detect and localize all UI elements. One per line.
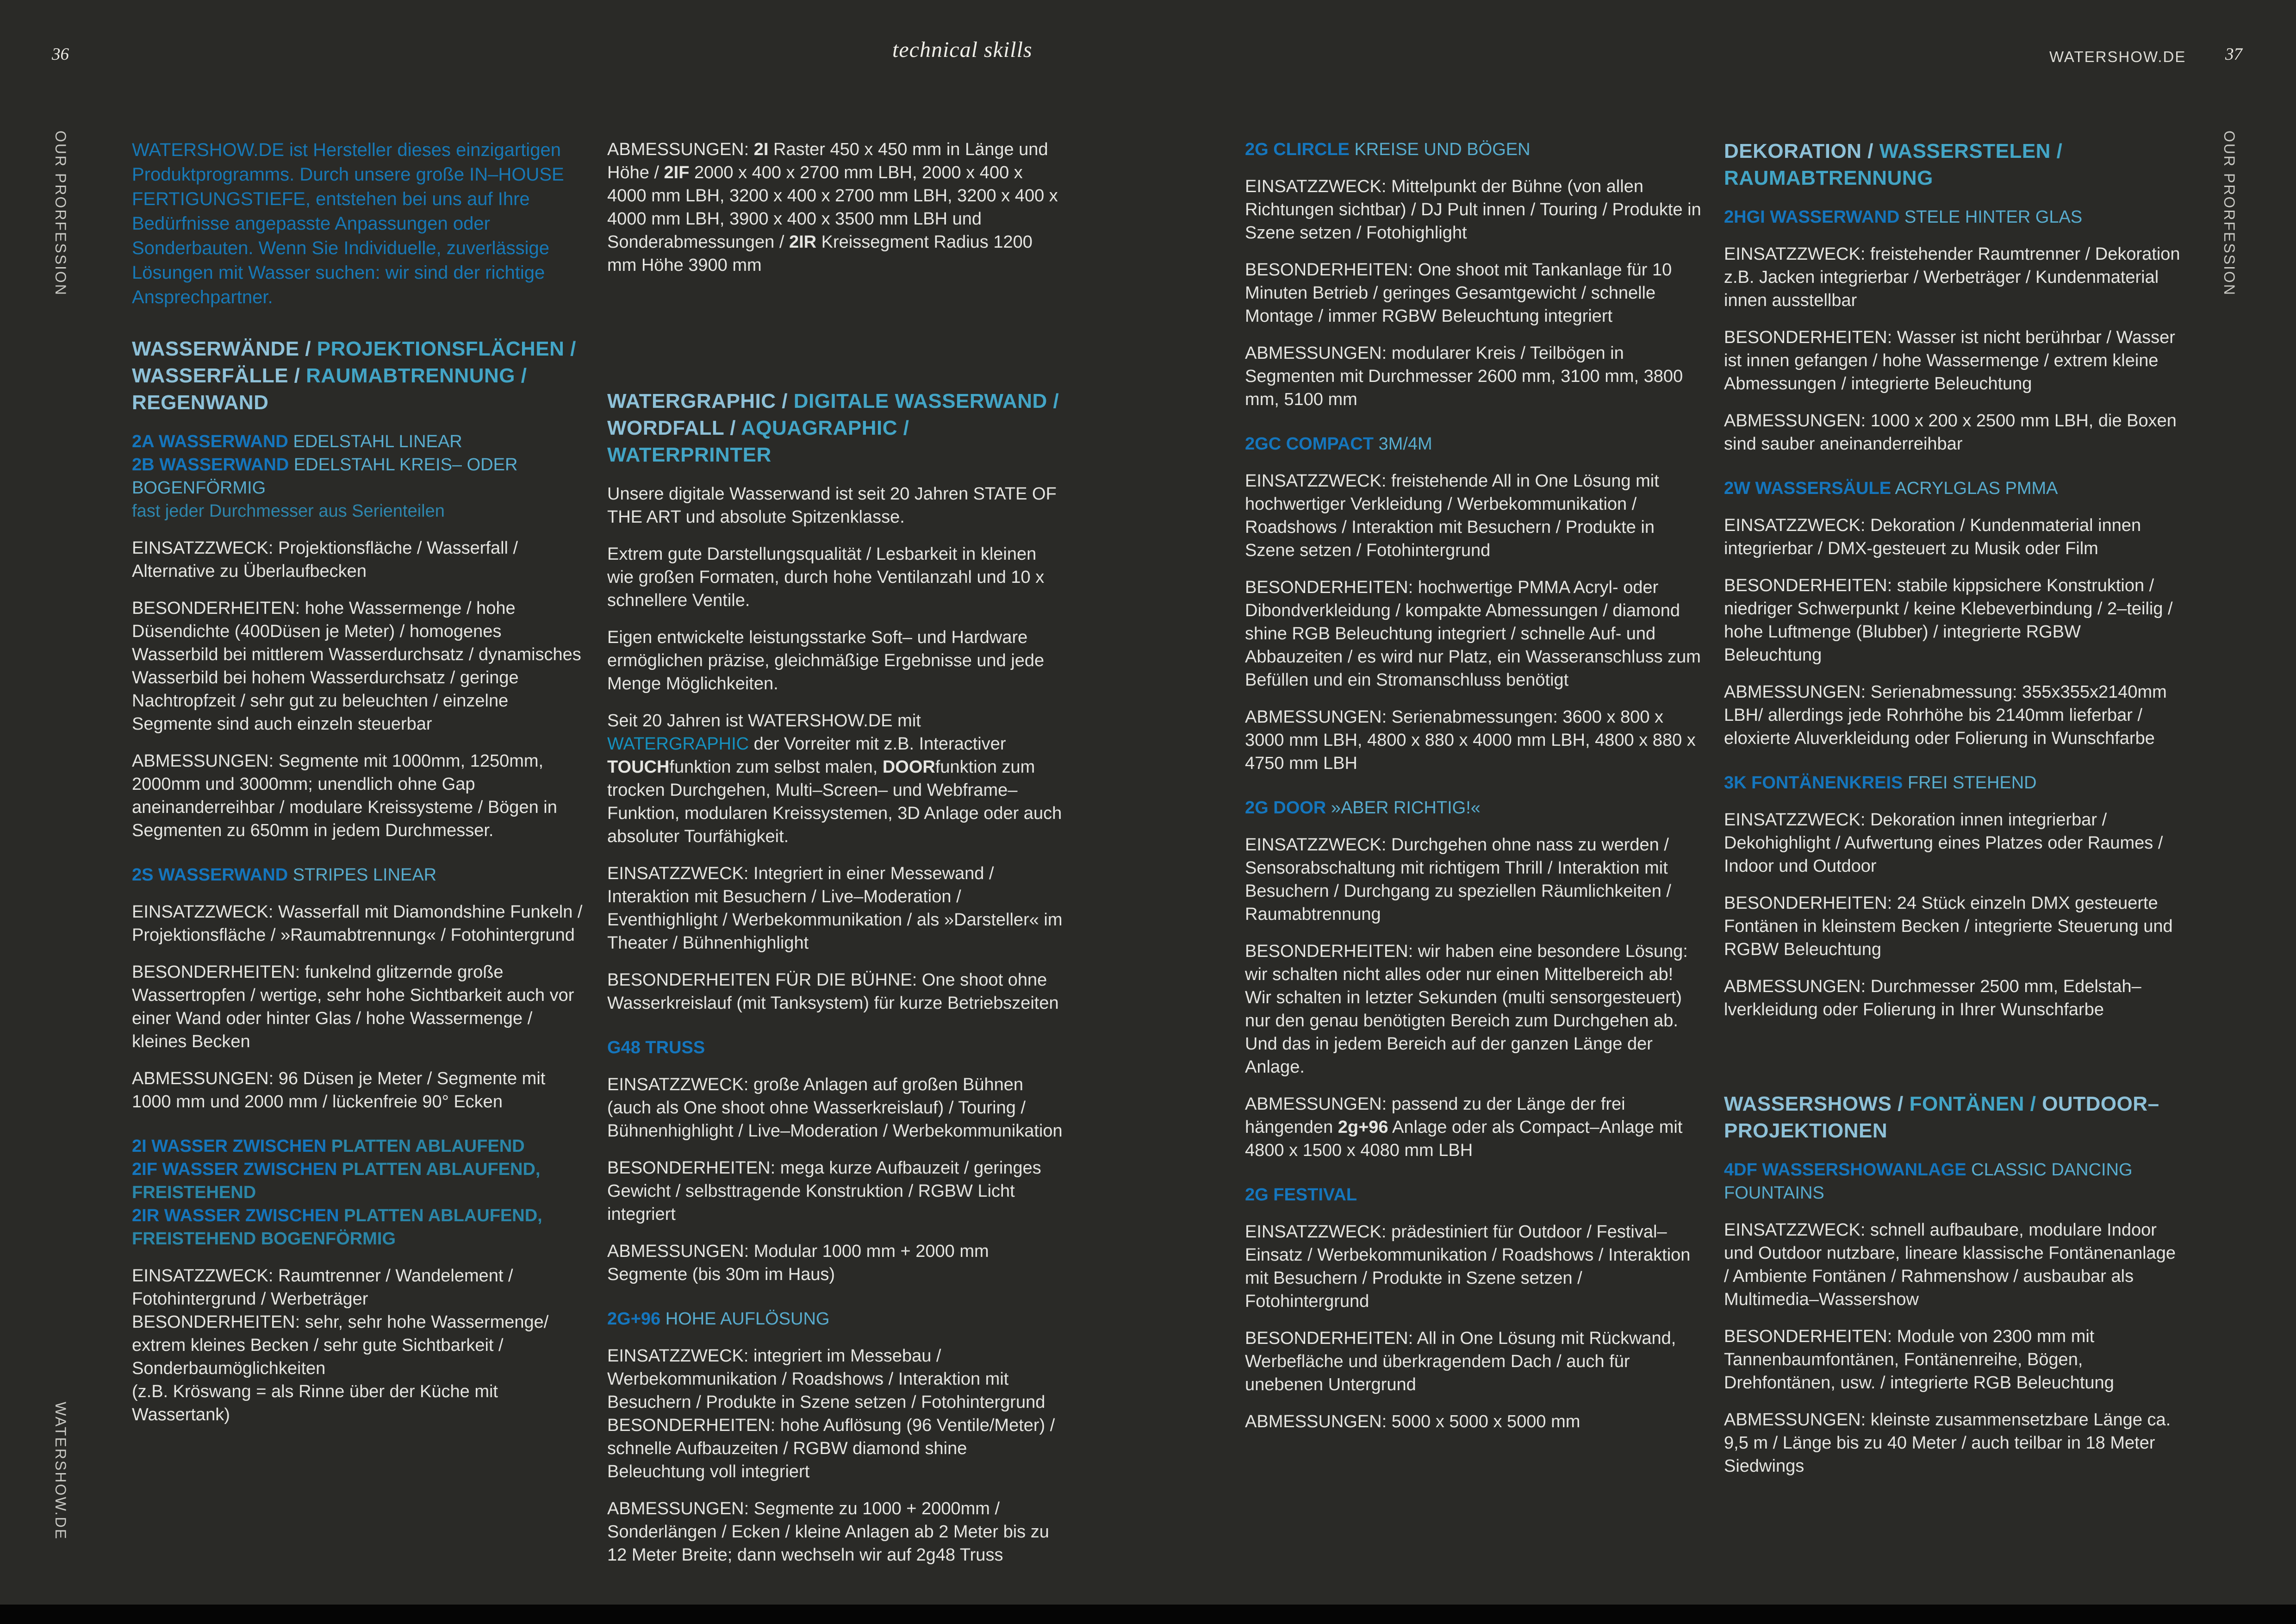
text-segment: 2I WASSER ZWISCHEN <box>132 1137 327 1156</box>
text-segment: EINSATZZWECK: Dekoration / Kundenmaterial innen integrierbar / DMX-gesteuert zu Musik oder Film <box>1724 516 2141 558</box>
text-segment: 2HGI WASSERWAND <box>1724 207 1900 227</box>
text-segment: EINSATZZWECK: freistehende All in One Lösung mit hochwertiger Verkleidung / Werbekommunikation / Roadshows / Interaktion mit Besuchern / Produkte in Szene setzen / Fotohintergrund <box>1245 471 1659 560</box>
text-segment: 2IF WASSER ZWISCHEN <box>132 1160 337 1179</box>
text-segment: EINSATZZWECK: große Anlagen auf großen Bühnen (auch als One shoot ohne Wasserkreislauf) / Touring / Bühnenhighlight / Live–Moderation / Werbekommunikation <box>607 1075 1063 1141</box>
sidebar-label-left-bottom: WATERSHOW.DE <box>52 1402 69 1541</box>
sidebar-label-left-top: OUR PRORFESSION <box>52 131 69 296</box>
paragraph <box>1245 1220 1702 1313</box>
page-title: technical skills <box>892 37 1033 62</box>
text-segment: BESONDERHEITEN: wir haben eine besondere Lösung: wir schalten nicht alles oder nur einen Mittelbereich ab! Wir schalten in letzter Sekunden (multi sensorgesteuert) nur den genau benötigten Bereich zum Durchgehen ab. Und das in jedem Bereich auf der ganzen Länge der Anlage. <box>1245 942 1688 1077</box>
text-segment: 2W WASSERSÄULE <box>1724 479 1892 498</box>
text-segment: EINSATZZWECK: Raumtrenner / Wandelement / Fotohintergrund / Werbeträger <box>132 1266 513 1309</box>
text-segment: BESONDERHEITEN: funkelnd glitzernde große Wassertropfen / wertige, sehr hohe Sichtbarkeit auch vor einer Wand oder hinter Glas / hohe Wassermenge / kleines Becken <box>132 962 574 1051</box>
product-title <box>132 1181 589 1204</box>
page-number-right: 37 <box>2225 45 2242 64</box>
product-title <box>1245 432 1702 456</box>
text-segment: Anlage oder als Compact–Anlage mit 4800 x 1500 x 4080 mm LBH <box>1245 1118 1683 1160</box>
text-segment: fast jeder Durchmesser aus Serienteilen <box>132 501 445 521</box>
text-segment: WASSERSHOWS / <box>1724 1093 1910 1115</box>
paragraph <box>1724 892 2181 961</box>
text-segment: PLATTEN ABLAUFEND <box>326 1137 525 1156</box>
paragraph <box>1245 940 1702 1079</box>
text-segment: BESONDERHEITEN: 24 Stück einzeln DMX gesteuerte Fontänen in kleinstem Becken / integrierte Steuerung und RGBW Beleuchtung <box>1724 893 2173 959</box>
text-segment: EINSATZZWECK: Dekoration innen integrierbar / Dekohighlight / Aufwertung eines Platzes oder Raumes / Indoor und Outdoor <box>1724 810 2163 876</box>
paragraph <box>1724 326 2181 395</box>
paragraph <box>132 750 589 842</box>
text-segment: Extrem gute Darstellungsqualität / Lesbarkeit in kleinen wie großen Formaten, durch hohe Ventilanzahl und 10 x schnellere Ventile. <box>607 544 1045 610</box>
text-segment: ABMESSUNGEN: passend zu der Länge der frei hängenden <box>1245 1094 1625 1137</box>
text-segment: ABMESSUNGEN: kleinste zusammensetzbare Länge ca. 9,5 m / Länge bis zu 40 Meter / auch teilbar in 18 Meter Siedwings <box>1724 1410 2171 1476</box>
text-segment: ABMESSUNGEN: Durchmesser 2500 mm, Edelstah–lverkleidung oder Folierung in Ihrer Wunschfarbe <box>1724 977 2141 1019</box>
bottom-bar <box>0 1605 2296 1624</box>
text-segment: ABMESSUNGEN: 1000 x 200 x 2500 mm LBH, die Boxen sind sauber aneinanderreihbar <box>1724 411 2177 454</box>
paragraph <box>1245 469 1702 562</box>
product-title <box>132 430 589 453</box>
text-segment: 2G+96 <box>607 1309 661 1329</box>
text-segment: KREISE UND BÖGEN <box>1349 140 1531 159</box>
section-heading <box>1724 1091 2181 1144</box>
paragraph <box>607 543 1064 612</box>
text-segment: EINSATZZWECK: Projektionsfläche / Wasserfall / Alternative zu Überlaufbecken <box>132 538 518 581</box>
text-segment: FREI STEHEND <box>1903 773 2037 793</box>
paragraph <box>1724 808 2181 878</box>
paragraph <box>607 482 1064 529</box>
column-2 <box>607 138 1064 1567</box>
paragraph <box>1245 258 1702 328</box>
paragraph <box>1724 681 2181 750</box>
paragraph <box>1724 1408 2181 1478</box>
paragraph <box>132 597 589 736</box>
paragraph <box>1245 342 1702 411</box>
text-segment: FREISTEHEND <box>132 1183 256 1202</box>
text-segment: ACRYLGLAS PMMA <box>1891 479 2058 498</box>
text-segment: REGENWAND <box>132 391 269 414</box>
text-segment: WASSERWÄNDE / <box>132 337 317 360</box>
text-segment: AQUAGRAPHIC / <box>741 417 909 439</box>
text-segment: RAUMABTRENNUNG <box>1724 167 1933 189</box>
text-segment: ABMESSUNGEN: <box>607 140 754 159</box>
paragraph <box>1245 833 1702 926</box>
text-segment: EINSATZZWECK: freistehender Raumtrenner / Dekoration z.B. Jacken integrierbar / Werbeträger / Kundenmaterial innen ausstellbar <box>1724 244 2180 310</box>
product-title <box>1245 138 1702 161</box>
text-segment: 2IR WASSER ZWISCHEN <box>132 1206 339 1225</box>
page-number-left: 36 <box>52 45 69 64</box>
text-segment: ABMESSUNGEN: Serienabmessung: 355x355x2140mm LBH/ allerdings jede Rohrhöhe bis 2140mm lieferbar / eloxierte Aluverkleidung oder Folierung in Wunschfarbe <box>1724 682 2167 748</box>
product-title <box>1724 1158 2181 1205</box>
text-segment: FREISTEHEND BOGENFÖRMIG <box>132 1229 396 1249</box>
text-segment: WATERPRINTER <box>607 443 772 466</box>
sidebar-label-right-top: OUR PRORFESSION <box>2221 131 2238 296</box>
text-segment: CLASSIC DANCING FOUNTAINS <box>1724 1160 2133 1203</box>
text-segment: EDELSTAHL LINEAR <box>288 432 462 451</box>
text-segment: 2G FESTIVAL <box>1245 1185 1357 1205</box>
text-segment: WATERGRAPHIC <box>607 734 749 754</box>
text-segment: WATERSHOW.DE ist Hersteller dieses einzigartigen Produktprogramms. Durch unsere große IN–HOUSE FERTIGUNGSTIEFE, entstehen bei uns auf Ihre Bedürfnisse angepasste Anpassungen oder Sonderbauten. Wenn Sie Individuelle, zuverlässige Lösungen mit Wasser suchen: wir sind der richtige Ansprechpartner. <box>132 140 564 307</box>
text-segment: DIGITALE WASSERWAND / <box>793 390 1059 412</box>
text-segment: der Vorreiter mit z.B. Interactiver <box>749 734 1006 754</box>
product-title <box>1724 206 2181 229</box>
text-segment: 3K FONTÄNENKREIS <box>1724 773 1903 793</box>
text-segment: 3M/4M <box>1373 434 1432 454</box>
paragraph <box>1724 1325 2181 1394</box>
text-segment: EINSATZZWECK: integriert im Messebau / Werbekommunikation / Roadshows / Interaktion mit Besuchern / Produkte in Szene setzen / Fotohintergrund <box>607 1346 1045 1412</box>
text-segment: RAUMABTRENNUNG / <box>306 364 527 387</box>
paragraph <box>1245 175 1702 244</box>
paragraph <box>132 1067 589 1113</box>
text-segment: EINSATZZWECK: Durchgehen ohne nass zu werden / Sensorabschaltung mit richtigem Thrill / Interaktion mit Besuchern / Durchgang zu speziellen Räumlichkeiten / Raumabtrennung <box>1245 835 1671 924</box>
text-segment: ABMESSUNGEN: Segmente zu 1000 + 2000mm / Sonderlängen / Ecken / kleine Anlagen ab 2 Meter bis zu 12 Meter Breite; dann wechseln wir auf 2g48 Truss <box>607 1499 1049 1565</box>
paragraph <box>1724 574 2181 667</box>
paragraph <box>607 626 1064 695</box>
column-3 <box>1245 138 1702 1433</box>
text-segment: 2000 x 400 x 2700 mm LBH, 2000 x 400 x 4000 mm LBH, 3200 x 400 x 2700 mm LBH, 3200 x 400 x 4000 mm LBH, 3900 x 400 x 3500 mm LBH und Sonderabmessungen / <box>607 163 1058 252</box>
text-segment: BESONDERHEITEN: Module von 2300 mm mit Tannenbaumfontänen, Fontänenreihe, Bögen, Drehfontänen, usw. / integrierte RGB Beleuchtung <box>1724 1327 2114 1393</box>
text-segment: ABMESSUNGEN: Modular 1000 mm + 2000 mm Segmente (bis 30m im Haus) <box>607 1242 989 1284</box>
paragraph <box>1245 576 1702 692</box>
product-title <box>607 1036 1064 1059</box>
product-title <box>132 1204 589 1227</box>
text-segment: BESONDERHEITEN: stabile kippsichere Konstruktion / niedriger Schwerpunkt / keine Klebeverbindung / 2–teilig / hohe Luftmenge (Blubber) / integrierte RGBW Beleuchtung <box>1724 576 2173 665</box>
section-heading <box>1724 138 2181 192</box>
text-segment: ABMESSUNGEN: 96 Düsen je Meter / Segmente mit 1000 mm und 2000 mm / lückenfreie 90° Ecken <box>132 1069 546 1112</box>
text-segment: ABMESSUNGEN: 5000 x 5000 x 5000 mm <box>1245 1412 1580 1431</box>
paragraph <box>132 537 589 583</box>
text-segment: DOOR <box>882 757 935 777</box>
paragraph <box>607 1073 1064 1143</box>
paragraph <box>132 1380 589 1426</box>
paragraph <box>1724 1218 2181 1311</box>
text-segment: Raster 450 x 450 mm in Länge und Höhe / <box>607 140 1048 182</box>
product-title <box>132 1135 589 1158</box>
text-segment: »ABER RICHTIG!« <box>1326 798 1481 818</box>
product-title <box>132 453 589 500</box>
paragraph <box>607 1156 1064 1226</box>
paragraph <box>1245 1093 1702 1162</box>
text-segment: EINSATZZWECK: Mittelpunkt der Bühne (von allen Richtungen sichtbar) / DJ Pult innen / Touring / Produkte in Szene setzen / Fotohighlight <box>1245 177 1701 243</box>
paragraph <box>607 1414 1064 1483</box>
product-title <box>607 1307 1064 1330</box>
paragraph <box>132 961 589 1053</box>
text-segment: Seit 20 Jahren ist WATERSHOW.DE mit <box>607 711 921 731</box>
text-segment: OUTDOOR–PROJEKTIONEN <box>1724 1093 2159 1142</box>
text-segment: BESONDERHEITEN: hochwertige PMMA Acryl- oder Dibondverkleidung / kompakte Abmessungen / diamond shine RGB Beleuchtung integriert / schnelle Auf- und Abbauzeiten / es wird nur Platz, ein Wasseranschluss zum Befüllen und ein Stromanschluss benötigt <box>1245 578 1701 690</box>
text-segment: WORDFALL / <box>607 417 741 439</box>
paragraph <box>132 1264 589 1311</box>
text-segment: PLATTEN ABLAUFEND, <box>339 1206 542 1225</box>
text-segment: Unsere digitale Wasserwand ist seit 20 Jahren STATE OF THE ART und absolute Spitzenklasse. <box>607 484 1057 527</box>
paragraph <box>132 900 589 947</box>
paragraph <box>607 1344 1064 1414</box>
text-segment: HOHE AUFLÖSUNG <box>660 1309 830 1329</box>
product-title <box>132 1158 589 1181</box>
paragraph <box>1245 706 1702 775</box>
text-segment: BESONDERHEITEN: All in One Lösung mit Rückwand, Werbefläche und überkragendem Dach / auch für unebenen Untergrund <box>1245 1329 1676 1394</box>
paragraph <box>607 1497 1064 1567</box>
text-segment: Eigen entwickelte leistungsstarke Soft– und Hardware ermöglichen präzise, gleichmäßige Ergebnisse und jede Menge Möglichkeiten. <box>607 628 1045 693</box>
text-segment: 2A WASSERWAND <box>132 432 288 451</box>
text-segment: WATERGRAPHIC / <box>607 390 794 412</box>
product-title <box>132 863 589 887</box>
text-segment: BESONDERHEITEN: Wasser ist nicht berührbar / Wasser ist innen gefangen / hohe Wassermenge / extrem kleine Abmessungen / integrierte Beleuchtung <box>1724 328 2175 394</box>
paragraph <box>1245 1327 1702 1396</box>
text-segment: EDELSTAHL KREIS– ODER BOGENFÖRMIG <box>132 455 518 498</box>
text-segment: 2I <box>753 140 769 159</box>
text-segment: 2B WASSERWAND <box>132 455 289 475</box>
text-segment: TOUCH <box>607 757 670 777</box>
text-segment: BESONDERHEITEN: One shoot mit Tankanlage für 10 Minuten Betrieb / geringes Gesamtgewicht / schnelle Montage / immer RGBW Beleuchtung integriert <box>1245 260 1672 326</box>
text-segment: BESONDERHEITEN: hohe Auflösung (96 Ventile/Meter) / schnelle Aufbauzeiten / RGBW diamond shine Beleuchtung voll integriert <box>607 1416 1055 1481</box>
text-segment: 2S WASSERWAND <box>132 865 288 885</box>
text-segment: G48 TRUSS <box>607 1038 705 1057</box>
text-segment: funktion zum selbst malen, <box>669 757 883 777</box>
paragraph <box>607 862 1064 955</box>
product-title <box>1724 771 2181 794</box>
paragraph <box>1724 514 2181 560</box>
text-segment: 2IF <box>664 163 690 182</box>
text-segment: STRIPES LINEAR <box>288 865 437 885</box>
column-1 <box>132 138 589 1426</box>
text-segment: STELE HINTER GLAS <box>1899 207 2083 227</box>
text-segment: EINSATZZWECK: prädestiniert für Outdoor / Festival–Einsatz / Werbekommunikation / Roadshows / Interaktion mit Besuchern / Produkte in Szene setzen / Fotohintergrund <box>1245 1222 1691 1311</box>
text-segment: Kreissegment Radius 1200 mm Höhe 3900 mm <box>607 232 1033 275</box>
text-segment: 2IR <box>789 232 817 252</box>
brand-label: WATERSHOW.DE <box>2049 48 2186 65</box>
text-segment: ABMESSUNGEN: modularer Kreis / Teilbögen in Segmenten mit Durchmesser 2600 mm, 3100 mm, 3800 mm, 5100 mm <box>1245 344 1683 409</box>
text-segment: BESONDERHEITEN FÜR DIE BÜHNE: One shoot ohne Wasserkreislauf (mit Tanksystem) für kurze Betriebszeiten <box>607 970 1059 1013</box>
text-segment: EINSATZZWECK: Wasserfall mit Diamondshine Funkeln / Projektionsfläche / »Raumabtrennung« / Fotohintergrund <box>132 902 583 945</box>
product-title <box>1724 477 2181 500</box>
paragraph <box>607 968 1064 1015</box>
text-segment: BESONDERHEITEN: hohe Wassermenge / hohe Düsendichte (400Düsen je Meter) / homogenes Wasserbild bei mittlerem Wasserdurchsatz / dynamisches Wasserbild bei hohem Wasserdurchsatz / geringe Nachtropfzeit / sehr gut zu beleuchten / einzelne Segmente sind auch einzeln steuerbar <box>132 599 581 734</box>
text-segment: WASSERFÄLLE / <box>132 364 306 387</box>
column-4 <box>1724 138 2181 1478</box>
text-segment: EINSATZZWECK: Integriert in einer Messewand / Interaktion mit Besuchern / Live–Moderation / Eventhighlight / Werbekommunikation / als »Darsteller« im Theater / Bühnenhighlight <box>607 864 1063 953</box>
paragraph <box>1245 1410 1702 1433</box>
text-segment: 4DF WASSERSHOWANLAGE <box>1724 1160 1966 1180</box>
text-segment: WASSERSTELEN / <box>1879 140 2063 162</box>
text-segment: DEKORATION / <box>1724 140 1879 162</box>
intro-paragraph <box>132 138 589 310</box>
text-segment: 2GC COMPACT <box>1245 434 1374 454</box>
text-segment: 2G CLIRCLE <box>1245 140 1350 159</box>
text-segment: BESONDERHEITEN: sehr, sehr hohe Wassermenge/ extrem kleines Becken / sehr gute Sichtbarkeit / Sonderbaumöglichkeiten <box>132 1312 549 1378</box>
text-segment: EINSATZZWECK: schnell aufbaubare, modulare Indoor und Outdoor nutzbare, lineare klassische Fontänenanlage / Ambiente Fontänen / Rahmenshow / ausbaubar als Multimedia–Wassershow <box>1724 1220 2176 1309</box>
paragraph <box>607 709 1064 848</box>
paragraph <box>607 138 1064 277</box>
text-segment: 2G DOOR <box>1245 798 1326 818</box>
product-title <box>1245 1183 1702 1206</box>
paragraph <box>607 1240 1064 1286</box>
text-segment: ABMESSUNGEN: Serienabmessungen: 3600 x 800 x 3000 mm LBH, 4800 x 880 x 4000 mm LBH, 4800 x 880 x 4750 mm LBH <box>1245 707 1696 773</box>
paragraph <box>1724 409 2181 456</box>
section-heading <box>132 336 589 416</box>
text-segment: BESONDERHEITEN: mega kurze Aufbauzeit / geringes Gewicht / selbsttragende Konstruktion / RGBW Licht integriert <box>607 1158 1041 1224</box>
text-segment: PROJEKTIONSFLÄCHEN / <box>317 337 576 360</box>
text-segment: (z.B. Kröswang = als Rinne über der Küche mit Wassertank) <box>132 1382 498 1424</box>
product-title <box>132 500 589 523</box>
paragraph <box>132 1311 589 1380</box>
text-segment: PLATTEN ABLAUFEND, <box>337 1160 541 1179</box>
text-segment: FONTÄNEN / <box>1909 1093 2042 1115</box>
text-segment: ABMESSUNGEN: Segmente mit 1000mm, 1250mm, 2000mm und 3000mm; unendlich ohne Gap aneinanderreihbar / modulare Kreissysteme / Bögen in Segmenten zu 650mm in jedem Durchmesser. <box>132 751 557 840</box>
text-segment: 2g+96 <box>1338 1118 1388 1137</box>
section-heading <box>607 388 1064 468</box>
product-title <box>1245 796 1702 819</box>
paragraph <box>1724 975 2181 1021</box>
text-segment: funktion zum trocken Durchgehen, Multi–Screen– und Webframe–Funktion, modularen Kreissystemen, 3D Anlage oder auch absoluter Tourfähigkeit. <box>607 757 1062 846</box>
product-title <box>132 1227 589 1250</box>
paragraph <box>1724 243 2181 312</box>
